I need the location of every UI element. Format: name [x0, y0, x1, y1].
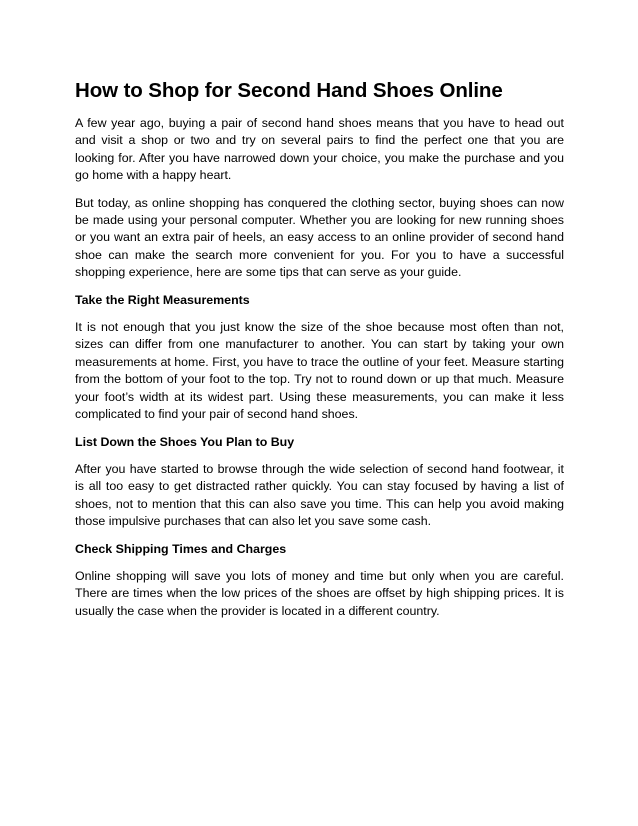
online-shopping-paragraph: But today, as online shopping has conquered the clothing sector, buying shoes can now be made using your personal computer. Whether you are looking for new running shoes or you want an extra pair of heels, an easy access to an online provider of second hand shoe can make the search more convenient for you. For you to have a successful shopping experience, here are some tips that can serve as your guide. — [75, 195, 564, 280]
shipping-paragraph: Online shopping will save you lots of money and time but only when you are careful. There are times when the low prices of the shoes are offset by high shipping prices. It is usually the case when the provider is located in a different country. — [75, 568, 564, 618]
intro-paragraph: A few year ago, buying a pair of second hand shoes means that you have to head out and visit a shop or two and try on several pairs to find the perfect one that you are looking for. After you have narrowed down your choice, you make the purchase and you go home with a happy heart. — [75, 116, 564, 183]
measurements-paragraph: It is not enough that you just know the size of the shoe because most often than not, sizes can differ from one manufacturer to another. You can start by taking your own measurements at home. First, you have to trace the outline of your feet. Measure starting from the bottom of your foot to the top. Try not to round down or up that much. Measure your foot’s width at its widest part. Using these measurements, you can make it less complicated to find your pair of second hand shoes. — [75, 320, 564, 422]
section-heading-measurements: Take the Right Measurements — [75, 292, 250, 307]
section-heading-list: List Down the Shoes You Plan to Buy — [75, 434, 295, 449]
document-page — [75, 78, 564, 630]
list-paragraph: After you have started to browse through the wide selection of second hand footwear, it is all too easy to get distracted rather quickly. You can stay focused by having a list of shoes, not to mention that this can also save you time. This can help you avoid making those impulsive purchases that can also let you save some cash. — [75, 461, 564, 529]
document-title: How to Shop for Second Hand Shoes Online — [75, 79, 503, 102]
section-heading-shipping: Check Shipping Times and Charges — [75, 541, 287, 556]
